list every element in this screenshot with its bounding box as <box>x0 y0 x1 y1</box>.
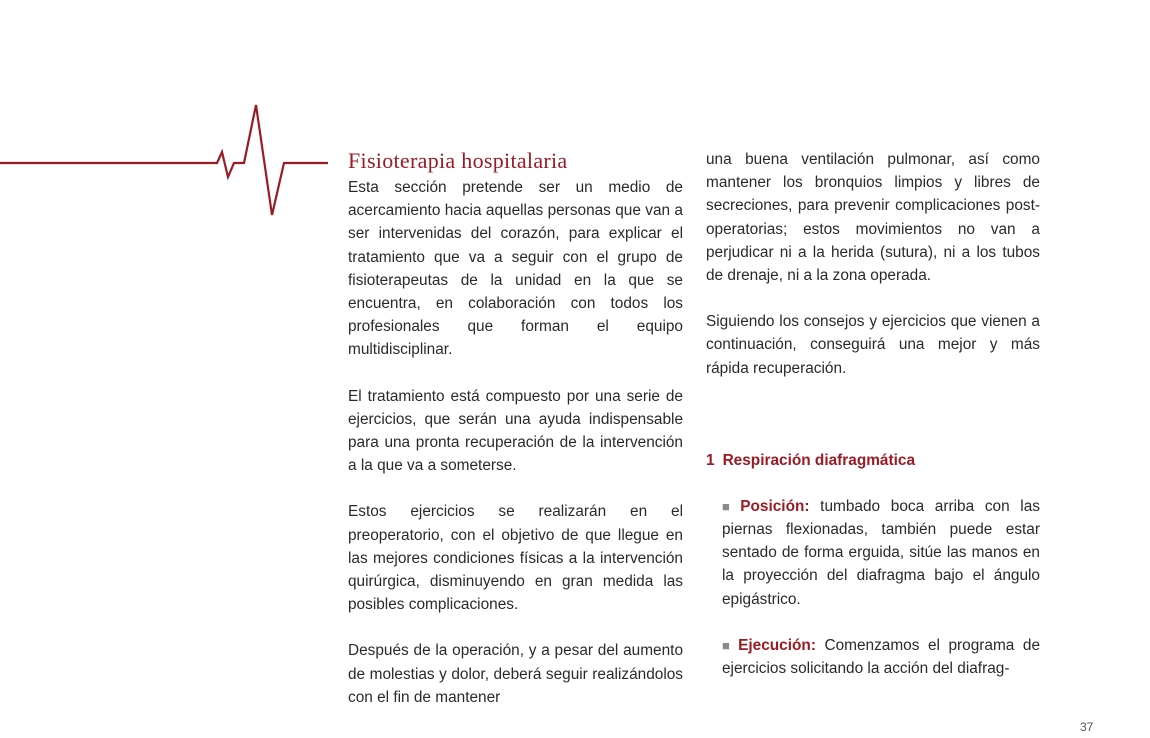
postop-paragraph: Después de la operación, y a pesar del aumento de molestias y dolor, deberá seguir realizándolos con el fin de mantener <box>348 642 683 706</box>
list-item-position <box>706 495 1040 611</box>
square-bullet-icon: ■ <box>722 637 735 653</box>
section-number: 1 <box>706 451 715 469</box>
execution-label: Ejecución: <box>738 636 816 654</box>
position-text: tumbado boca arriba con las piernas flexionadas, también puede estar sentado de forma erguida, sitúe las manos en la proyección del diafragma bajo el ángulo epigástrico. <box>722 497 1040 608</box>
left-column <box>348 148 683 709</box>
advice-paragraph: Siguiendo los consejos y ejercicios que vienen a continuación, conseguirá una mejor y más rápida recuperación. <box>706 313 1040 377</box>
section-heading <box>706 449 1040 472</box>
intro-paragraph: Esta sección pretende ser un medio de acercamiento hacia aquellas personas que van a ser intervenidas del corazón, para explicar el tratamiento que va a seguir con el grupo de fisioterapeutas de la unidad en la que se encuentra, en colaboración con todos los profesionales que forman el equipo multidisciplinar. <box>348 179 683 359</box>
page-title: Fisioterapia hospitalaria <box>348 148 568 173</box>
position-label: Posición: <box>740 497 810 515</box>
treatment-paragraph: El tratamiento está compuesto por una serie de ejercicios, que serán una ayuda indispensable para una pronta recuperación de la intervención a la que va a someterse. <box>348 387 683 475</box>
ventilation-paragraph: una buena ventilación pulmonar, así como mantener los bronquios limpios y libres de secreciones, para prevenir complicaciones post-operatorias; estos movimientos no van a perjudicar ni a la herida (sutura), ni a los tubos de drenaje, ni a la zona operada. <box>706 151 1040 285</box>
execution-text: Comenzamos el programa de ejercicios solicitando la acción del diafrag- <box>722 636 1041 678</box>
heartbeat-line-icon <box>0 100 330 220</box>
page-number: 37 <box>1080 720 1094 734</box>
square-bullet-icon: ■ <box>722 498 737 514</box>
section-title: Respiración diafragmática <box>722 451 916 469</box>
list-item-execution <box>706 634 1040 680</box>
preop-paragraph: Estos ejercicios se realizarán en el preoperatorio, con el objetivo de que llegue en las mejores condiciones físicas a la intervención quirúrgica, disminuyendo en gran medida las posibles complicaciones. <box>348 503 683 614</box>
right-column <box>706 148 1040 680</box>
